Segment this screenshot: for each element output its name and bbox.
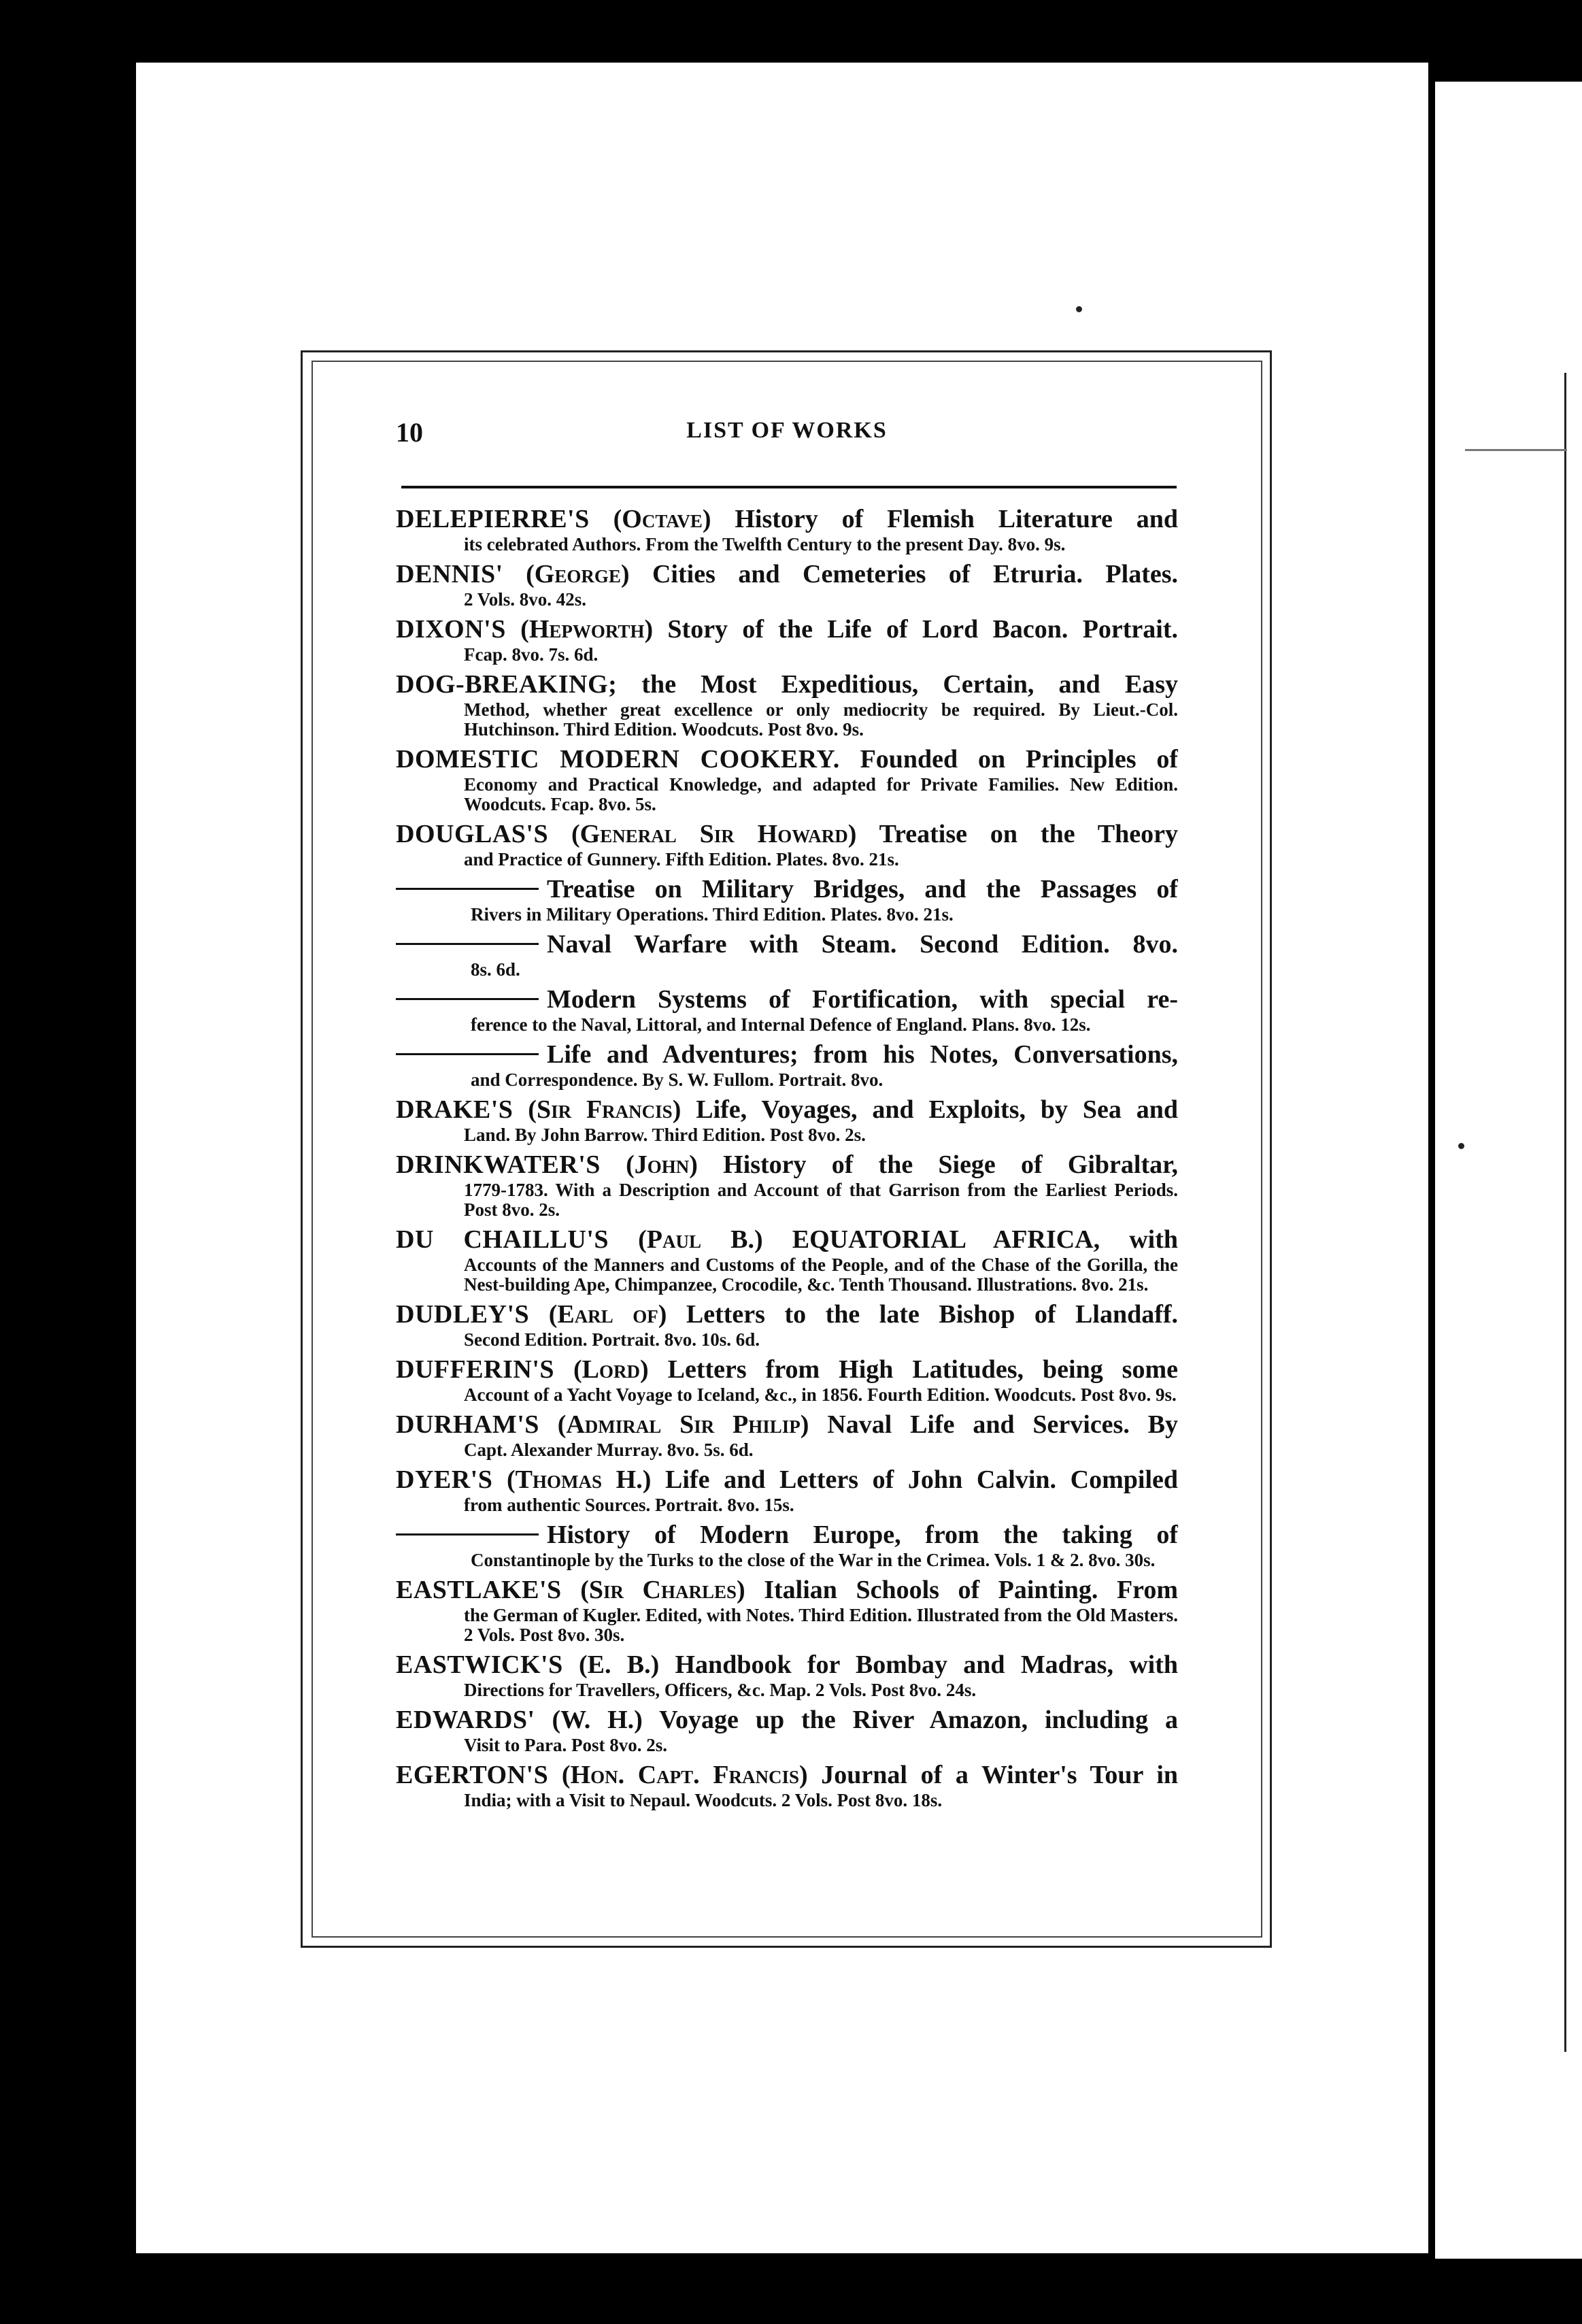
catalogue-entry	[396, 1519, 1178, 1570]
entry-description: and Practice of Gunnery. Fifth Edition. Plates. 8vo. 21s.	[464, 849, 899, 869]
entry-description: Economy and Practical Knowledge, and adapted for Private Families. New Edition. Woodcuts. Fcap. 8vo. 5s.	[464, 774, 1178, 814]
catalogue-entry	[396, 614, 1178, 665]
entry-first-line	[396, 818, 1178, 850]
entry-description: ference to the Naval, Littoral, and Internal Defence of England. Plans. 8vo. 12s.	[471, 1014, 1091, 1035]
entry-title: Story of the Life of Lord Bacon. Portrait.	[667, 615, 1178, 644]
entry-author: DUDLEY'S	[396, 1300, 530, 1329]
entry-description: Second Edition. Portrait. 8vo. 10s. 6d.	[464, 1329, 760, 1350]
facing-frame-edge	[1564, 373, 1566, 2052]
entry-first-line	[396, 503, 1178, 535]
entry-title: Treatise on the Theory	[879, 820, 1178, 848]
ditto-dash	[396, 943, 539, 945]
entry-first-line	[396, 1649, 1178, 1680]
running-title: LIST OF WORKS	[686, 418, 888, 443]
page-number: 10	[396, 417, 423, 448]
entry-first-line	[396, 929, 1178, 960]
entry-first-line	[396, 1149, 1178, 1180]
entry-author: DOUGLAS'S	[396, 820, 549, 848]
facing-page-edge	[1435, 82, 1582, 2259]
entry-description: Rivers in Military Operations. Third Edition. Plates. 8vo. 21s.	[471, 904, 954, 925]
entry-title: History of the Siege of Gibraltar,	[723, 1150, 1178, 1179]
entry-first-line	[396, 1224, 1178, 1255]
speck-dot	[1458, 1143, 1464, 1149]
catalogue-entry	[396, 984, 1178, 1035]
entry-author: DOMESTIC MODERN COOKERY.	[396, 745, 840, 774]
entry-description: Directions for Travellers, Officers, &c. Map. 2 Vols. Post 8vo. 24s.	[464, 1680, 977, 1700]
catalogue-entry	[396, 1224, 1178, 1295]
entry-title: Life and Adventures; from his Notes, Conversations,	[547, 1040, 1178, 1069]
entry-description: Constantinople by the Turks to the close of the War in the Crimea. Vols. 1 & 2. 8vo. 30s.	[471, 1550, 1156, 1570]
entry-title: Naval Warfare with Steam. Second Edition. 8vo.	[547, 930, 1178, 959]
entry-title: EQUATORIAL AFRICA, with	[792, 1225, 1178, 1254]
entry-first-line	[396, 559, 1178, 590]
catalogue-entry	[396, 1149, 1178, 1220]
entry-title: Naval Life and Services. By	[827, 1410, 1178, 1439]
entry-first-line	[396, 744, 1178, 775]
entry-qualifier: (E. B.)	[579, 1650, 660, 1679]
entry-author: DUFFERIN'S	[396, 1355, 555, 1384]
entry-title: Journal of a Winter's Tour in	[821, 1761, 1178, 1789]
entry-description: the German of Kugler. Edited, with Notes. Third Edition. Illustrated from the Old Masters. 2 Vols. Post 8vo. 30s.	[464, 1605, 1178, 1645]
entry-title: Voyage up the River Amazon, including a	[659, 1706, 1178, 1734]
entry-author: DYER'S	[396, 1465, 493, 1494]
catalogue-entry	[396, 1574, 1178, 1645]
entry-description: 2 Vols. 8vo. 42s.	[464, 589, 587, 610]
entry-qualifier: (George)	[526, 560, 630, 588]
catalogue-entry	[396, 1649, 1178, 1700]
running-head	[396, 416, 1178, 457]
entry-author: DOG-BREAKING;	[396, 670, 618, 699]
catalogue-entry	[396, 874, 1178, 925]
entry-author: DURHAM'S	[396, 1410, 539, 1439]
catalogue-entry	[396, 1759, 1178, 1810]
entry-qualifier: (W. H.)	[552, 1706, 643, 1734]
entry-description: from authentic Sources. Portrait. 8vo. 15s.	[464, 1495, 794, 1515]
entry-author: EGERTON'S	[396, 1761, 549, 1789]
catalogue-entry	[396, 818, 1178, 869]
ditto-dash	[396, 1053, 539, 1055]
entry-description: 1779-1783. With a Description and Account of that Garrison from the Earliest Periods. Post 8vo. 2s.	[464, 1180, 1178, 1220]
catalogue-entry	[396, 1704, 1178, 1755]
entry-first-line	[396, 1299, 1178, 1330]
facing-frame-rule	[1465, 449, 1567, 451]
entry-title: Life and Letters of John Calvin. Compiled	[665, 1465, 1178, 1494]
entry-title: Handbook for Bombay and Madras, with	[675, 1650, 1178, 1679]
entry-first-line	[396, 614, 1178, 645]
header-rule	[401, 486, 1177, 488]
entry-qualifier: (John)	[626, 1150, 698, 1179]
entry-qualifier: (Lord)	[573, 1355, 649, 1384]
entry-list	[396, 503, 1178, 1814]
entry-description: Accounts of the Manners and Customs of the People, and of the Chase of the Gorilla, the Nest-building Ape, Chimpanzee, Crocodile, &c. Tenth Thousand. Illustrations. 8vo. 21s.	[464, 1255, 1178, 1295]
entry-qualifier: (Earl of)	[548, 1300, 667, 1329]
entry-description: India; with a Visit to Nepaul. Woodcuts. 2 Vols. Post 8vo. 18s.	[464, 1790, 943, 1810]
entry-first-line	[396, 1519, 1178, 1550]
entry-description: and Correspondence. By S. W. Fullom. Portrait. 8vo.	[471, 1069, 883, 1090]
entry-description: Fcap. 8vo. 7s. 6d.	[464, 644, 599, 665]
catalogue-entry	[396, 1039, 1178, 1090]
entry-title: History of Modern Europe, from the taking of	[547, 1521, 1178, 1549]
ditto-dash	[396, 998, 539, 1000]
entry-title: Cities and Cemeteries of Etruria. Plates.	[652, 560, 1178, 588]
entry-description: Land. By John Barrow. Third Edition. Post 8vo. 2s.	[464, 1125, 866, 1145]
entry-qualifier: (Hon. Capt. Francis)	[561, 1761, 808, 1789]
entry-title: History of Flemish Literature and	[735, 505, 1178, 533]
entry-title: the Most Expeditious, Certain, and Easy	[641, 670, 1178, 699]
entry-title: Life, Voyages, and Exploits, by Sea and	[696, 1095, 1178, 1124]
entry-title: Letters to the late Bishop of Llandaff.	[686, 1300, 1178, 1329]
entry-description: Account of a Yacht Voyage to Iceland, &c., in 1856. Fourth Edition. Woodcuts. Post 8vo. 9s.	[464, 1384, 1177, 1405]
entry-author: DRINKWATER'S	[396, 1150, 601, 1179]
entry-title: Italian Schools of Painting. From	[764, 1576, 1178, 1604]
entry-author: DENNIS'	[396, 560, 503, 588]
speck-dot	[1076, 306, 1082, 312]
catalogue-entry	[396, 1299, 1178, 1350]
entry-author: EDWARDS'	[396, 1706, 535, 1734]
entry-author: EASTLAKE'S	[396, 1576, 562, 1604]
catalogue-entry	[396, 503, 1178, 554]
entry-first-line	[396, 1094, 1178, 1125]
entry-title: Founded on Principles of	[860, 745, 1178, 774]
catalogue-entry	[396, 1409, 1178, 1460]
catalogue-entry	[396, 929, 1178, 980]
ditto-dash	[396, 1533, 539, 1536]
entry-first-line	[396, 1039, 1178, 1070]
entry-qualifier: (Hepworth)	[520, 615, 654, 644]
entry-first-line	[396, 1574, 1178, 1606]
entry-first-line	[396, 1464, 1178, 1495]
catalogue-entry	[396, 1094, 1178, 1145]
entry-qualifier: (General Sir Howard)	[571, 820, 857, 848]
entry-qualifier: (Paul B.)	[638, 1225, 763, 1254]
entry-description: 8s. 6d.	[471, 959, 520, 980]
entry-qualifier: (Thomas H.)	[507, 1465, 652, 1494]
entry-author: DIXON'S	[396, 615, 506, 644]
entry-first-line	[396, 1409, 1178, 1440]
catalogue-entry	[396, 559, 1178, 610]
entry-description: Capt. Alexander Murray. 8vo. 5s. 6d.	[464, 1440, 754, 1460]
entry-qualifier: (Admiral Sir Philip)	[557, 1410, 809, 1439]
entry-first-line	[396, 1354, 1178, 1385]
entry-first-line	[396, 984, 1178, 1015]
entry-qualifier: (Sir Francis)	[528, 1095, 681, 1124]
entry-description: Visit to Para. Post 8vo. 2s.	[464, 1735, 667, 1755]
entry-description: its celebrated Authors. From the Twelfth Century to the present Day. 8vo. 9s.	[464, 534, 1066, 554]
entry-qualifier: (Sir Charles)	[580, 1576, 745, 1604]
entry-first-line	[396, 1704, 1178, 1736]
catalogue-entry	[396, 1354, 1178, 1405]
entry-author: DU CHAILLU'S	[396, 1225, 609, 1254]
entry-first-line	[396, 669, 1178, 700]
entry-title: Treatise on Military Bridges, and the Passages of	[547, 875, 1178, 903]
entry-title: Modern Systems of Fortification, with special re-	[547, 985, 1178, 1014]
entry-first-line	[396, 1759, 1178, 1791]
entry-first-line	[396, 874, 1178, 905]
entry-author: EASTWICK'S	[396, 1650, 563, 1679]
entry-qualifier: (Octave)	[613, 505, 711, 533]
ditto-dash	[396, 888, 539, 890]
entry-author: DRAKE'S	[396, 1095, 514, 1124]
catalogue-entry	[396, 744, 1178, 814]
entry-author: DELEPIERRE'S	[396, 505, 590, 533]
entry-title: Letters from High Latitudes, being some	[667, 1355, 1178, 1384]
catalogue-entry	[396, 1464, 1178, 1515]
catalogue-entry	[396, 669, 1178, 740]
entry-description: Method, whether great excellence or only mediocrity be required. By Lieut.-Col. Hutchinson. Third Edition. Woodcuts. Post 8vo. 9s.	[464, 699, 1178, 740]
